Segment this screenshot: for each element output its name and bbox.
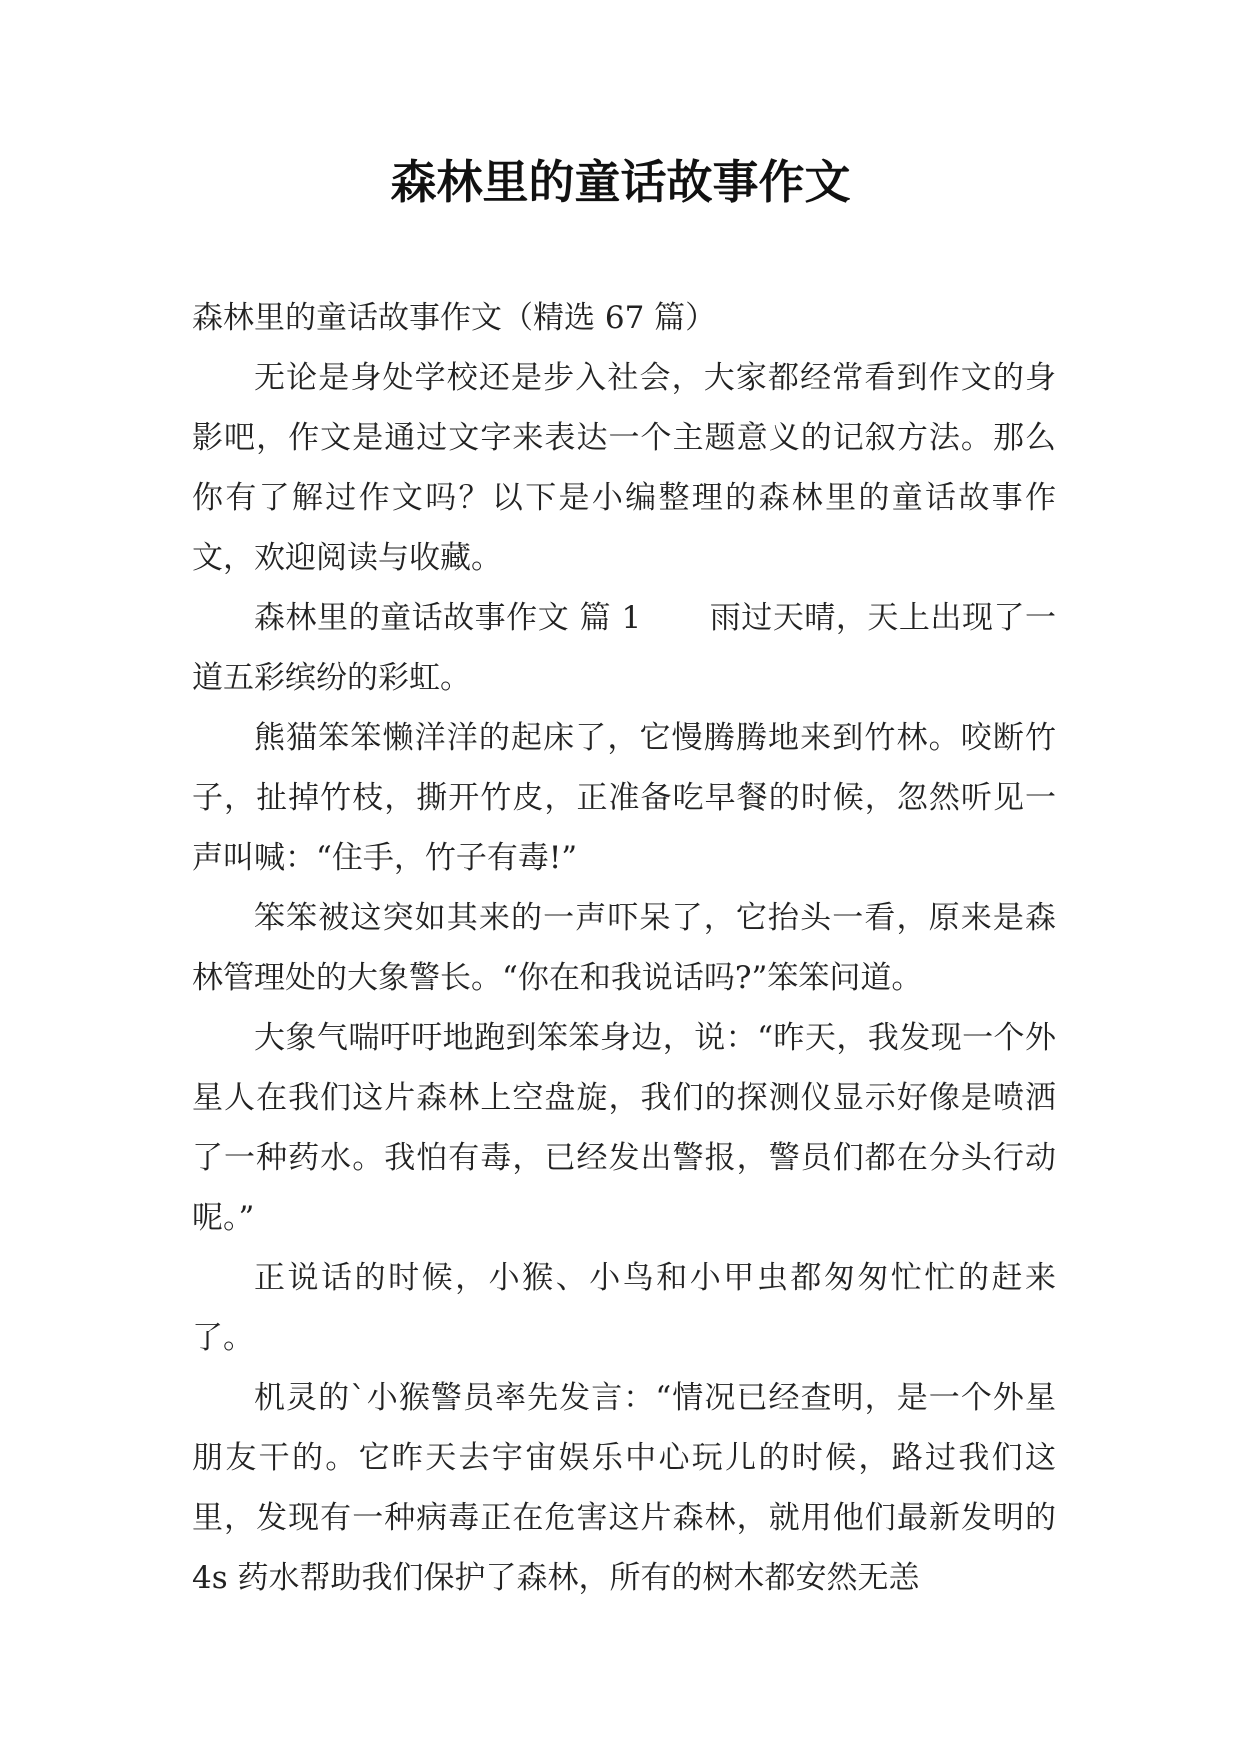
story-paragraph-2: 笨笨被这突如其来的一声吓呆了，它抬头一看，原来是森林管理处的大象警长。“你在和我说话吗?”笨笨问道。 [192,900,1056,996]
document-body [192,288,1056,1608]
intro-paragraph: 无论是身处学校还是步入社会，大家都经常看到作文的身影吧，作文是通过文字来表达一个主题意义的记叙方法。那么你有了解过作文吗？以下是小编整理的森林里的童话故事作文，欢迎阅读与收藏。 [192,360,1056,576]
story-paragraph-4: 正说话的时候，小猴、小鸟和小甲虫都匆匆忙忙的赶来了。 [192,1260,1056,1356]
document-subtitle: 森林里的童话故事作文（精选 67 篇） [192,300,717,336]
section-heading: 森林里的童话故事作文 篇 1 [254,600,642,636]
story-paragraph-3: 大象气喘吁吁地跑到笨笨身边，说：“昨天，我发现一个外星人在我们这片森林上空盘旋，我们的探测仪显示好像是喷洒了一种药水。我怕有毒，已经发出警报，警员们都在分头行动呢。” [192,1020,1056,1236]
document-title: 森林里的童话故事作文 [390,155,851,209]
story-paragraph-1: 熊猫笨笨懒洋洋的起床了，它慢腾腾地来到竹林。咬断竹子，扯掉竹枝，撕开竹皮，正准备吃早餐的时候，忽然听见一声叫喊：“住手，竹子有毒!” [192,720,1056,876]
story-paragraph-5: 机灵的`小猴警员率先发言：“情况已经查明，是一个外星朋友干的。它昨天去宇宙娱乐中心玩儿的时候，路过我们这里，发现有一种病毒正在危害这片森林，就用他们最新发明的 4s 药水帮助我们保护了森林，所有的树木都安然无恙 [192,1380,1056,1596]
section-first-line: 雨过天晴，天上出现了一道五彩缤纷的彩虹。 [192,600,1057,696]
section-opening-paragraph [192,588,1056,708]
